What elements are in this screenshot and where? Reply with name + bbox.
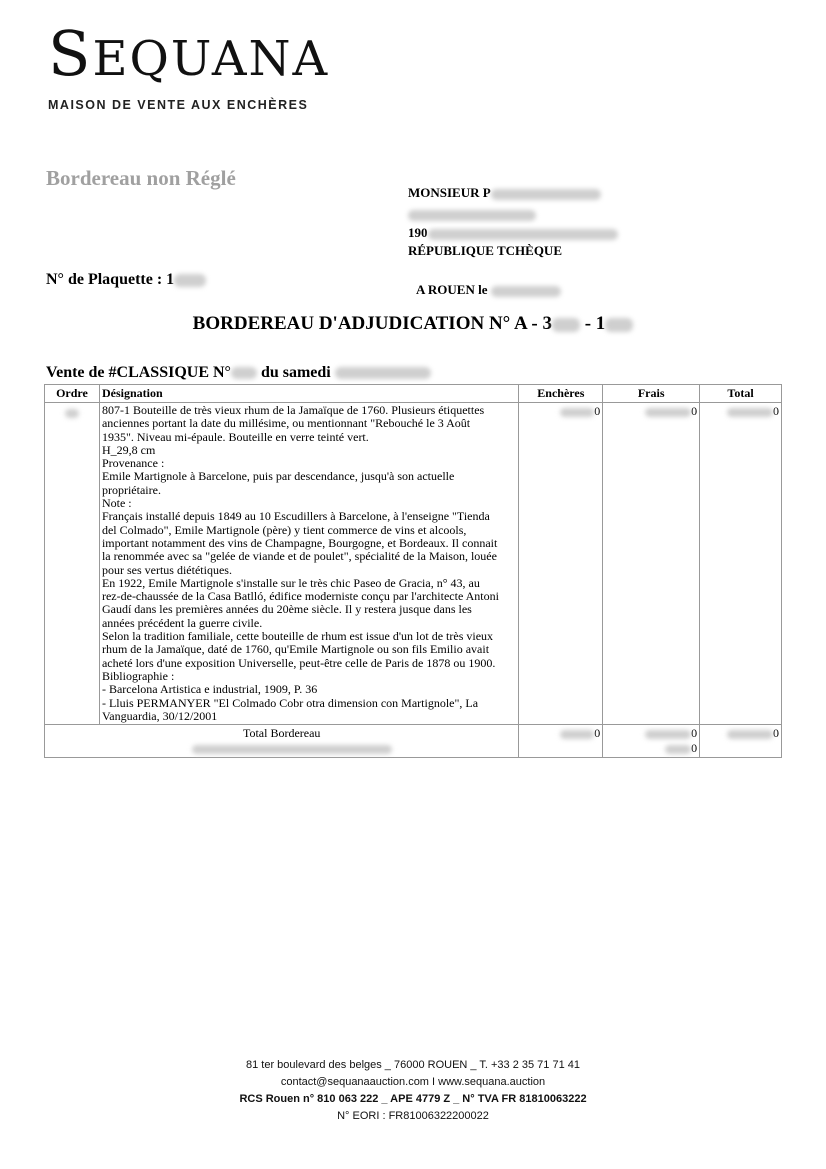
- footer: [0, 1057, 826, 1125]
- desc-line: - Lluis PERMANYER "El Colmado Cobr otra dimension con Martignole", La: [101, 695, 479, 710]
- col-ordre: Ordre: [45, 385, 100, 403]
- redacted-sale-date: [335, 367, 431, 379]
- redacted-amount: [560, 408, 594, 417]
- redacted-title-a: [552, 318, 580, 332]
- plaquette-number: N° de Plaquette : 1: [46, 271, 206, 289]
- redacted-amount: [560, 730, 594, 739]
- footer-eori: N° EORI : FR81006322200022: [337, 1110, 489, 1122]
- total-total: 0: [700, 725, 782, 758]
- redacted-plaquette: [174, 274, 206, 287]
- redacted-amount: [727, 408, 773, 417]
- place-date: A ROUEN le: [416, 282, 561, 298]
- redacted-amount: [665, 745, 691, 754]
- footer-registration: RCS Rouen n° 810 063 222 _ APE 4779 Z _ N° TVA FR 81810063222: [239, 1093, 587, 1105]
- desc-line: pour ses vertus diététiques.: [101, 562, 232, 577]
- brand-tagline: MAISON DE VENTE AUX ENCHÈRES: [48, 98, 309, 112]
- recipient-country: RÉPUBLIQUE TCHÈQUE: [408, 243, 562, 258]
- cell-total: 0: [700, 403, 782, 725]
- col-frais: Frais: [603, 385, 700, 403]
- col-total: Total: [700, 385, 782, 403]
- redacted-amount: [645, 408, 691, 417]
- desc-line: Selon la tradition familiale, cette bouteille de rhum est issue d'un lot de très vieux: [101, 629, 494, 644]
- recipient-street: [408, 206, 536, 222]
- payment-status: Bordereau non Réglé: [46, 166, 236, 190]
- table-row: [45, 403, 782, 725]
- desc-line: Vanguardia, 30/12/2001: [101, 708, 218, 723]
- col-encheres: Enchères: [519, 385, 603, 403]
- desc-line: Provenance :: [101, 456, 165, 471]
- cell-designation: [99, 403, 518, 725]
- desc-line: années précédent la guerre civile.: [101, 615, 263, 630]
- desc-line: Gaudí dans les premières années du 20ème siècle. Il y restera jusque dans les: [101, 602, 472, 617]
- lots-table: [44, 384, 782, 758]
- desc-line: 807-1 Bouteille de très vieux rhum de la Jamaïque de 1760. Plusieurs étiquettes: [101, 403, 485, 417]
- cell-ordre: [45, 403, 100, 725]
- redacted-name: [491, 189, 601, 200]
- redacted-amount: [727, 730, 773, 739]
- recipient-city: 190: [408, 225, 618, 241]
- redacted-title-b: [605, 318, 633, 332]
- document-title: BORDEREAU D'ADJUDICATION N° A - 3 - 1: [0, 313, 826, 335]
- desc-line: Français installé depuis 1849 au 10 Escudillers à Barcelone, à l'enseigne "Tienda: [101, 509, 490, 524]
- footer-contact: contact@sequanaauction.com I www.sequana.auction: [280, 1076, 546, 1088]
- desc-line: anciennes portant la date du millésime, ou mentionnant "Rebouché le 3 Août: [101, 416, 471, 431]
- redacted-words: [192, 745, 392, 754]
- desc-line: acheté lors d'une exposition Universelle, peut-être celle de Paris de 1878 ou 1900.: [101, 655, 496, 670]
- desc-line: rez-de-chaussée de la Casa Batlló, édifice moderniste conçu par l'architecte Antoni: [101, 589, 499, 604]
- desc-line: rhum de la Jamaïque, daté de 1760, qu'Emile Martignole ou son fils Emilio avait: [101, 642, 490, 657]
- footer-address: 81 ter boulevard des belges _ 76000 ROUEN _ T. +33 2 35 71 71 41: [245, 1059, 580, 1071]
- redacted-ordre: [65, 409, 79, 418]
- desc-line: propriétaire.: [101, 482, 161, 497]
- redacted-street: [408, 210, 536, 221]
- brand-logo: SEQUANA: [48, 17, 330, 90]
- col-designation: Désignation: [99, 385, 518, 403]
- sale-info: Vente de #CLASSIQUE N° du samedi: [46, 364, 431, 382]
- total-frais: 0 0: [603, 725, 700, 758]
- desc-line: Bibliographie :: [101, 668, 175, 683]
- desc-line: 1935". Niveau mi-épaule. Bouteille en verre teinté vert.: [101, 429, 369, 444]
- desc-line: Note :: [101, 496, 132, 511]
- total-row: [45, 725, 782, 758]
- desc-line: important notamment des vins de Champagne, Bourgogne, et Bordeaux. Il connait: [101, 535, 498, 550]
- redacted-city: [428, 229, 618, 240]
- desc-line: la renommée avec sa "gelée de viande et de poulet", spécialité de la Maison, louée: [101, 549, 497, 564]
- redacted-amount: [645, 730, 691, 739]
- redacted-date: [491, 286, 561, 297]
- desc-line: del Colmado", Emile Martignole (père) y tient commerce de vins et alcools,: [101, 522, 467, 537]
- desc-line: H_29,8 cm: [101, 442, 156, 457]
- table-header-row: [45, 385, 782, 403]
- recipient-name: MONSIEUR P: [408, 185, 601, 201]
- cell-frais: 0: [603, 403, 700, 725]
- total-label-cell: [45, 725, 519, 758]
- desc-line: En 1922, Emile Martignole s'installe sur le très chic Paseo de Gracia, n° 43, au: [101, 575, 480, 590]
- desc-line: - Barcelona Artistica e industrial, 1909, P. 36: [101, 682, 318, 697]
- total-label: Total Bordereau: [242, 726, 321, 741]
- total-encheres: 0: [519, 725, 603, 758]
- cell-encheres: 0: [519, 403, 603, 725]
- desc-line: Emile Martignole à Barcelone, puis par descendance, jusqu'à son actuelle: [101, 469, 455, 484]
- redacted-sale-number: [231, 367, 257, 379]
